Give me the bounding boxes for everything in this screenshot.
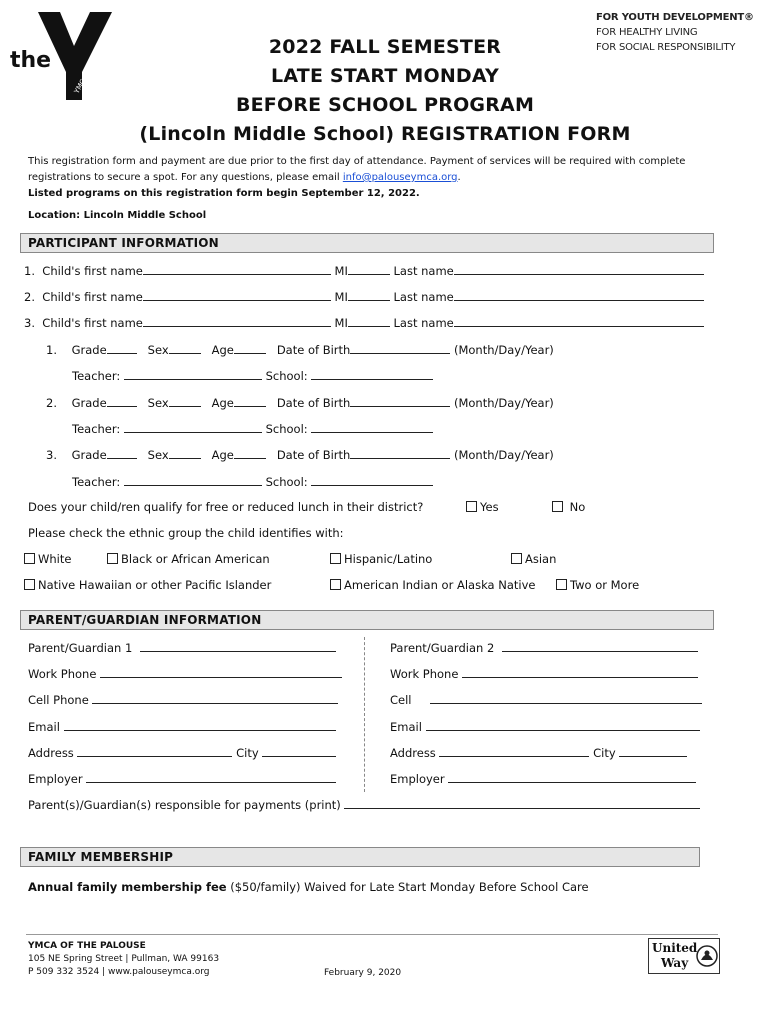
intro-line-2-text: registrations to secure a spot. For any questions, please email [28, 172, 343, 183]
ethnic-label: Black or African American [121, 552, 270, 566]
membership-fee-bold: Annual family membership fee [28, 880, 227, 894]
employer-2-row [390, 771, 696, 786]
membership-section-header [20, 847, 700, 867]
employer-1-row [28, 771, 336, 786]
last-name-label: Last name [393, 290, 454, 304]
ethnic-option-hawaiian[interactable] [24, 578, 271, 592]
first-name-label: Child's first name [42, 290, 143, 304]
responsible-label: Parent(s)/Guardian(s) responsible for payments (print) [28, 798, 341, 812]
sex-label: Sex [147, 396, 169, 410]
svg-text:YMCA: YMCA [72, 73, 90, 95]
mi-field[interactable] [348, 315, 390, 327]
ethnic-label: American Indian or Alaska Native [344, 578, 536, 592]
age-field[interactable] [234, 395, 266, 407]
email-1-row [28, 719, 336, 734]
child-details-row-2 [46, 395, 554, 410]
first-name-field[interactable] [143, 289, 331, 301]
row-number: 1. [24, 264, 35, 278]
child-details-row-1 [46, 342, 554, 357]
membership-section-title: FAMILY MEMBERSHIP [28, 850, 174, 864]
ethnic-label: White [38, 552, 72, 566]
checkbox-yes[interactable] [466, 501, 477, 512]
ethnic-option-black[interactable] [107, 552, 270, 566]
ethnic-label: Asian [525, 552, 557, 566]
intro-line-2 [28, 170, 461, 186]
ethnic-option-hispanic[interactable] [330, 552, 432, 566]
sex-field[interactable] [169, 447, 201, 459]
title-line-2: LATE START MONDAY [271, 65, 499, 87]
last-name-field[interactable] [454, 289, 704, 301]
work-phone-1-label: Work Phone [28, 667, 97, 681]
ethnic-option-white[interactable] [24, 552, 71, 566]
school-field[interactable] [311, 368, 433, 380]
cell-phone-1-field[interactable] [92, 692, 338, 704]
lunch-yes-option[interactable] [466, 500, 499, 514]
employer-1-field[interactable] [86, 771, 336, 783]
detail-number: 1. [46, 343, 57, 357]
row-number: 3. [24, 316, 35, 330]
detail-number: 3. [46, 448, 57, 462]
teacher-field[interactable] [124, 368, 262, 380]
dob-format: (Month/Day/Year) [453, 448, 554, 462]
tagline-2: FOR HEALTHY LIVING [596, 27, 698, 38]
dob-field[interactable] [350, 342, 450, 354]
grade-field[interactable] [107, 395, 137, 407]
guardian1-field[interactable] [140, 640, 336, 652]
mi-field[interactable] [348, 289, 390, 301]
last-name-label: Last name [393, 316, 454, 330]
guardian2-row [390, 640, 698, 655]
address-1-label: Address [28, 746, 74, 760]
school-field[interactable] [311, 474, 433, 486]
email-link[interactable]: info@palouseymca.org [342, 172, 458, 183]
location-text: Location: Lincoln Middle School [28, 210, 207, 221]
teacher-row-1 [72, 368, 433, 383]
row-number: 2. [24, 290, 35, 304]
title-line-1: 2022 FALL SEMESTER [268, 36, 502, 58]
first-name-label: Child's first name [42, 316, 143, 330]
last-name-field[interactable] [454, 263, 704, 275]
age-label: Age [211, 343, 234, 357]
no-label: No [569, 500, 586, 514]
guardian1-label: Parent/Guardian 1 [28, 641, 133, 655]
footer-date: February 9, 2020 [324, 968, 402, 978]
school-label: School: [265, 422, 308, 436]
title-line-3: BEFORE SCHOOL PROGRAM [235, 94, 535, 116]
ethnic-label: Two or More [570, 578, 640, 592]
teacher-label: Teacher: [72, 369, 121, 383]
child-details-row-3 [46, 447, 554, 462]
address-1-row [28, 745, 336, 760]
address-2-row [390, 745, 687, 760]
school-label: School: [265, 475, 308, 489]
checkbox-two-or-more[interactable] [556, 579, 567, 590]
email-2-row [390, 719, 700, 734]
age-field[interactable] [234, 342, 266, 354]
dob-format: (Month/Day/Year) [453, 396, 554, 410]
work-phone-2-row [390, 666, 698, 681]
age-field[interactable] [234, 447, 266, 459]
teacher-label: Teacher: [72, 422, 121, 436]
united-way-hand-icon [696, 945, 718, 967]
tagline-1: FOR YOUTH DEVELOPMENT® [596, 12, 754, 23]
guardian1-row [28, 640, 336, 655]
cell-phone-1-row [28, 692, 338, 707]
checkbox-american-indian[interactable] [330, 579, 341, 590]
email-2-label: Email [390, 720, 422, 734]
intro-line-1: This registration form and payment are due prior to the first day of attendance. Payment of services will be required with complete [28, 156, 686, 167]
email-1-label: Email [28, 720, 60, 734]
sex-label: Sex [147, 343, 169, 357]
work-phone-1-field[interactable] [100, 666, 342, 678]
first-name-field[interactable] [143, 263, 331, 275]
mi-label: MI [334, 264, 348, 278]
dob-field[interactable] [350, 395, 450, 407]
detail-number: 2. [46, 396, 57, 410]
checkbox-white[interactable] [24, 553, 35, 564]
cell-2-row [390, 692, 702, 707]
address-2-label: Address [390, 746, 436, 760]
city-2-field[interactable] [619, 745, 687, 757]
ethnic-option-american-indian[interactable] [330, 578, 535, 592]
email-1-field[interactable] [64, 719, 336, 731]
guardian-section-header [20, 610, 714, 630]
united-way-text-1: United [652, 941, 698, 955]
city-1-field[interactable] [262, 745, 336, 757]
membership-fee-text [28, 880, 589, 894]
work-phone-2-field[interactable] [462, 666, 698, 678]
ethnic-label: Hispanic/Latino [344, 552, 433, 566]
dob-field[interactable] [350, 447, 450, 459]
cell-2-label: Cell [390, 693, 412, 707]
mi-field[interactable] [348, 263, 390, 275]
grade-label: Grade [71, 343, 107, 357]
school-field[interactable] [311, 421, 433, 433]
column-divider [364, 637, 365, 792]
city-1-label: City [236, 746, 259, 760]
address-2-field[interactable] [439, 745, 589, 757]
last-name-field[interactable] [454, 315, 704, 327]
ethnic-prompt: Please check the ethnic group the child identifies with: [28, 526, 344, 540]
employer-2-label: Employer [390, 772, 445, 786]
employer-2-field[interactable] [448, 771, 696, 783]
dob-label: Date of Birth [276, 396, 351, 410]
logo-the-text: the [10, 48, 52, 73]
guardian2-label: Parent/Guardian 2 [390, 641, 495, 655]
mi-label: MI [334, 290, 348, 304]
checkbox-no[interactable] [552, 501, 563, 512]
lunch-no-option[interactable] [552, 500, 585, 514]
checkbox-hawaiian[interactable] [24, 579, 35, 590]
age-label: Age [211, 448, 234, 462]
first-name-label: Child's first name [42, 264, 143, 278]
mi-label: MI [334, 316, 348, 330]
yes-label: Yes [480, 500, 499, 514]
title-line-4: (Lincoln Middle School) REGISTRATION FORM [139, 123, 631, 145]
teacher-row-2 [72, 421, 433, 436]
employer-1-label: Employer [28, 772, 83, 786]
grade-field[interactable] [107, 342, 137, 354]
checkbox-hispanic[interactable] [330, 553, 341, 564]
teacher-label: Teacher: [72, 475, 121, 489]
teacher-field[interactable] [124, 474, 262, 486]
grade-field[interactable] [107, 447, 137, 459]
intro-line-2-end: . [457, 172, 461, 183]
grade-label: Grade [71, 448, 107, 462]
sex-label: Sex [147, 448, 169, 462]
first-name-field[interactable] [143, 315, 331, 327]
membership-fee-rest: ($50/family) Waived for Late Start Monday Before School Care [226, 880, 589, 894]
dob-format: (Month/Day/Year) [453, 343, 554, 357]
participant-section-header [20, 233, 714, 253]
email-2-field[interactable] [426, 719, 700, 731]
united-way-text-2: Way [661, 956, 689, 970]
cell-phone-1-label: Cell Phone [28, 693, 89, 707]
footer-address: 105 NE Spring Street | Pullman, WA 99163 [28, 954, 220, 964]
teacher-row-3 [72, 474, 433, 489]
teacher-field[interactable] [124, 421, 262, 433]
last-name-label: Last name [393, 264, 454, 278]
responsible-field[interactable] [344, 797, 700, 809]
grade-label: Grade [71, 396, 107, 410]
address-1-field[interactable] [77, 745, 232, 757]
responsible-row [28, 797, 700, 812]
sex-field[interactable] [169, 342, 201, 354]
work-phone-1-row [28, 666, 342, 681]
checkbox-black[interactable] [107, 553, 118, 564]
dob-label: Date of Birth [276, 343, 351, 357]
ethnic-option-asian[interactable] [511, 552, 556, 566]
ethnic-label: Native Hawaiian or other Pacific Islander [38, 578, 272, 592]
checkbox-asian[interactable] [511, 553, 522, 564]
footer-rule [26, 934, 718, 935]
work-phone-2-label: Work Phone [390, 667, 459, 681]
age-label: Age [211, 396, 234, 410]
intro-line-3: Listed programs on this registration form begin September 12, 2022. [28, 188, 420, 199]
sex-field[interactable] [169, 395, 201, 407]
city-2-label: City [593, 746, 616, 760]
guardian2-field[interactable] [502, 640, 698, 652]
dob-label: Date of Birth [276, 448, 351, 462]
tagline-3: FOR SOCIAL RESPONSIBILITY [596, 42, 736, 53]
united-way-logo [648, 938, 720, 974]
child-name-row-2 [24, 289, 704, 304]
school-label: School: [265, 369, 308, 383]
cell-2-field[interactable] [430, 692, 702, 704]
child-name-row-1 [24, 263, 704, 278]
footer-org: YMCA OF THE PALOUSE [28, 941, 146, 951]
child-name-row-3 [24, 315, 704, 330]
participant-section-title: PARTICIPANT INFORMATION [28, 236, 219, 250]
ethnic-option-two-or-more[interactable] [556, 578, 639, 592]
lunch-question: Does your child/ren qualify for free or reduced lunch in their district? [28, 500, 424, 514]
footer-contact: P 509 332 3524 | www.palouseymca.org [28, 967, 210, 977]
guardian-section-title: PARENT/GUARDIAN INFORMATION [28, 613, 262, 627]
